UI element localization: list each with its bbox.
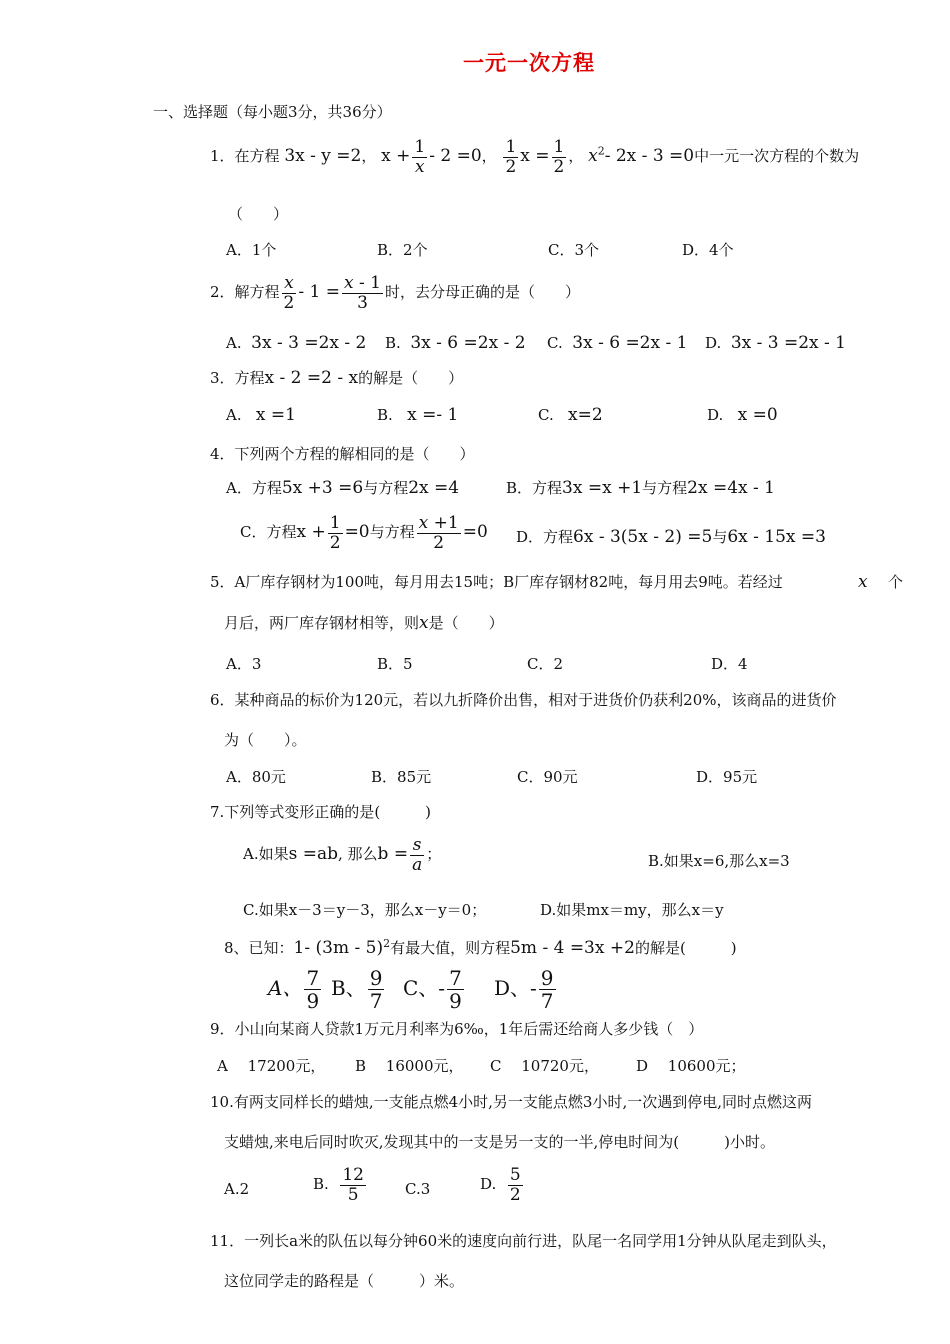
q1-frac-1-over-x: $\frac{1}{x}$: [414, 137, 426, 177]
q7-a-end: ；: [426, 845, 442, 864]
q10-option-b: [313, 1166, 368, 1204]
q8-d-label: D、-: [494, 976, 537, 1000]
q8-d-frac: [539, 967, 556, 1012]
q4-d-eq2: 6x - 15x =3: [727, 527, 826, 547]
q3-b-eq: x =- 1: [407, 405, 459, 425]
q5-line-2-text: 月后，两厂库存钢材相等，则: [224, 614, 420, 632]
q2-frac-x-over-2: $\frac{x}{2}$: [283, 273, 295, 313]
q7-option-a: [243, 836, 441, 874]
q7-a-prefix: A.如果: [243, 845, 289, 864]
q3-d-eq: x =0: [737, 405, 778, 425]
q4-a-label: A．方程: [226, 479, 282, 497]
q5-option-c: C．2: [527, 655, 564, 673]
q2-option-b: [385, 333, 526, 353]
question-2-stem: [210, 274, 580, 312]
q5-line-1-end: 个: [888, 573, 904, 591]
q8-b-frac: [368, 967, 385, 1012]
q9-option-b: B 16000元，: [355, 1057, 464, 1075]
q3-d-label: D.: [707, 406, 724, 424]
q2-prefix: 2．解方程: [210, 283, 280, 302]
q8-a-label: A、: [268, 976, 303, 1000]
section-heading: 一、选择题（每小题3分，共36分）: [153, 103, 392, 121]
q2-option-a: [226, 333, 366, 353]
q3-option-d: [707, 405, 778, 425]
q3-a-label: A.: [226, 406, 242, 424]
page-title: 一元一次方程: [463, 50, 595, 75]
q8-d-den: 7: [540, 989, 554, 1013]
q3-c-eq: x=2: [568, 405, 603, 425]
question-3-stem: [210, 367, 463, 388]
q8-a-frac: [304, 967, 321, 1012]
q4-c-eq1b: =0: [344, 522, 370, 543]
q3-option-c: [538, 405, 603, 425]
q7-option-b: B.如果x=6,那么x=3: [648, 852, 790, 870]
question-10-line-1: 10.有两支同样长的蜡烛,一支能点燃4小时,另一支能点燃3小时,一次遇到停电,同时点燃这两: [210, 1093, 813, 1111]
q10-d-frac-5-over-2: $\frac{5}{2}$: [509, 1165, 521, 1205]
q1-eq3: x =: [520, 146, 550, 167]
q8-d-num: 9: [540, 966, 554, 990]
q1-frac-half-b: $\frac{1}{2}$: [553, 137, 565, 177]
q2-option-d: [705, 333, 846, 353]
q1-eq4: - 2x - 3 =0: [604, 146, 695, 167]
q4-a-eq1: 5x +3 =6: [281, 478, 364, 498]
q8-suffix: 的解是( ): [634, 939, 737, 957]
q4-c-with: 与方程: [369, 523, 415, 542]
q1-option-b: B．2个: [377, 241, 428, 259]
q8-eq: 5m - 4 =3x +2: [510, 938, 635, 958]
q8-c-label: C、-: [403, 976, 446, 1000]
q8-option-d: [494, 967, 558, 1012]
q9-option-a: A 17200元，: [217, 1057, 326, 1075]
q10-b-frac-12-over-5: $\frac{12}{5}$: [342, 1165, 364, 1205]
q8-a-den: 9: [306, 989, 320, 1013]
q6-option-a: A．80元: [226, 768, 286, 786]
q8-c-frac: [447, 967, 464, 1012]
q4-option-b: [506, 477, 775, 498]
q7-option-c: C.如果x－3＝y－3，那么x－y＝0；: [243, 901, 487, 919]
q8-b-label: B、: [331, 976, 366, 1000]
q5-x-var-text: x: [858, 572, 868, 592]
q4-a-eq2: 2x =4: [408, 478, 460, 498]
q4-c-frac-x-plus-1-over-2: $\frac{x +1}{2}$: [418, 513, 459, 553]
q4-c-eq2b: =0: [462, 522, 488, 543]
q8-c-num: 7: [449, 966, 462, 990]
question-1-stem: 1．在方程 3x - y =2， x + $\frac{1}{x}$ - 2 =0， $\frac{1}{2}$ x = $\frac{1}{2}$ ， $x^2-$ 2x - 3 =0中一元一次方程的个数为: [210, 137, 860, 177]
q10-option-d: [480, 1166, 525, 1204]
q4-b-eq2: 2x =4x - 1: [687, 478, 775, 498]
question-11-line-1: 11．一列长a米的队伍以每分钟60米的速度向前行进，队尾一名同学用1分钟从队尾走到队头，: [210, 1232, 837, 1250]
q4-c-label: C．方程: [240, 523, 297, 542]
q6-option-d: D．95元: [696, 768, 758, 786]
q3-b-label: B.: [377, 406, 393, 424]
question-5-line-1: 5．A厂库存钢材为100吨，每月用去15吨；B厂库存钢材82吨，每月用去9吨。若经过: [210, 573, 783, 591]
q8-expr: 1- (3m - 5): [293, 938, 384, 958]
q8-option-a: [268, 967, 323, 1012]
q2-c-label: C.: [547, 334, 563, 352]
question-6-line-2: 为（ ）。: [224, 731, 307, 749]
q4-option-c: [240, 514, 488, 552]
q5-option-b: B．5: [377, 655, 413, 673]
q7-option-d: D.如果mx＝my，那么x＝y: [540, 901, 724, 919]
q8-b-den: 7: [369, 989, 383, 1013]
q7-a-mid: , 那么: [338, 845, 378, 864]
q8-a-num: 7: [306, 966, 320, 990]
q7-a-eq: s =ab: [288, 844, 338, 865]
q1-option-a: A．1个: [226, 241, 277, 259]
question-8-stem: [224, 937, 737, 958]
question-6-line-1: 6．某种商品的标价为120元，若以九折降价出售，相对于进货价仍获利20%，该商品的进货价: [210, 691, 837, 709]
q4-d-with: 与: [712, 528, 728, 546]
q5-option-a: A．3: [226, 655, 262, 673]
q4-d-label: D．方程: [516, 528, 574, 546]
q1-eq2b: - 2 =0: [429, 146, 482, 167]
q3-eq: x - 2 =2 - x: [264, 368, 359, 388]
q1-option-d: D．4个: [682, 241, 734, 259]
q1-answer-paren: （ ）: [228, 205, 289, 223]
q2-c-eq: 3x - 6 =2x - 1: [572, 333, 688, 353]
q1-eq1: 3x - y =2: [284, 146, 362, 167]
q3-option-b: [377, 405, 458, 425]
question-11-line-2: 这位同学走的路程是（ ）米。: [224, 1272, 465, 1290]
q3-c-label: C.: [538, 406, 554, 424]
q9-option-c: C 10720元，: [490, 1057, 599, 1075]
q10-d-label: D.: [480, 1175, 497, 1194]
q6-option-c: C．90元: [517, 768, 578, 786]
q2-d-label: D.: [705, 334, 722, 352]
q1-prefix: 1．在方程: [210, 147, 280, 166]
q5-x-var: [858, 572, 868, 592]
q4-a-with: 与方程: [363, 479, 409, 497]
q5-line-2-end: 是（ ）: [428, 614, 504, 632]
q8-option-b: [331, 967, 386, 1012]
q2-suffix: 时，去分母正确的是（ ）: [384, 283, 580, 302]
q2-b-eq: 3x - 6 =2x - 2: [410, 333, 526, 353]
q2-b-label: B.: [385, 334, 401, 352]
question-5-line-2: [224, 612, 504, 633]
q2-option-c: [547, 333, 687, 353]
q4-option-d: [516, 526, 826, 547]
question-7-stem: 7.下列等式变形正确的是( ): [210, 803, 432, 821]
q2-mid: - 1 =: [298, 282, 340, 303]
q7-a-frac-s-over-a: $\frac{s}{a}$: [412, 835, 423, 875]
q2-d-eq: 3x - 3 =2x - 1: [730, 333, 847, 353]
q5-option-d: D．4: [711, 655, 748, 673]
q8-prefix: 8、已知：: [224, 939, 294, 957]
q8-mid: 有最大值，则方程: [390, 939, 511, 957]
q8-b-num: 9: [369, 966, 383, 990]
q1-frac-half-a: $\frac{1}{2}$: [505, 137, 517, 177]
q8-option-c: [403, 967, 466, 1012]
q4-b-with: 与方程: [642, 479, 688, 497]
q8-exp-2: 2: [383, 937, 391, 950]
q2-a-eq: 3x - 3 =2x - 2: [251, 333, 367, 353]
q10-option-a: A.2: [224, 1180, 250, 1198]
question-9-stem: 9．小山向某商人贷款1万元月利率为6‰，1年后需还给商人多少钱（ ）: [210, 1020, 704, 1038]
q7-a-eq2: b =: [377, 844, 409, 865]
q5-x-var-2: x: [419, 613, 429, 633]
q1-option-c: C．3个: [548, 241, 600, 259]
q2-a-label: A.: [226, 334, 242, 352]
q1-eq2a: x +: [381, 146, 411, 167]
q3-a-eq: x =1: [255, 405, 296, 425]
q9-option-d: D 10600元；: [636, 1057, 746, 1075]
q8-c-den: 9: [449, 989, 462, 1013]
q4-c-eq1a: x +: [296, 522, 326, 543]
q10-b-label: B.: [313, 1175, 329, 1194]
q3-suffix: 的解是（ ）: [358, 369, 464, 387]
question-4-stem: 4．下列两个方程的解相同的是（ ）: [210, 445, 475, 463]
q4-b-label: B．方程: [506, 479, 563, 497]
question-10-line-2: 支蜡烛,来电后同时吹灭,发现其中的一支是另一支的一半,停电时间为( )小时。: [224, 1133, 776, 1151]
q4-d-eq1: 6x - 3(5x - 2) =5: [573, 527, 713, 547]
q2-frac-x-minus-1-over-3: $\frac{x - 1}{3}$: [344, 273, 381, 313]
q1-eq4-x2: $x^2$: [588, 144, 605, 167]
q4-option-a: [226, 477, 459, 498]
q6-option-b: B．85元: [371, 768, 432, 786]
q1-suffix: 中一元一次方程的个数为: [694, 147, 860, 166]
q10-option-c: C.3: [405, 1180, 431, 1198]
q3-prefix: 3．方程: [210, 369, 265, 387]
q4-b-eq1: 3x =x +1: [562, 478, 643, 498]
q3-option-a: [226, 405, 296, 425]
q4-c-frac-half: $\frac{1}{2}$: [329, 513, 341, 553]
